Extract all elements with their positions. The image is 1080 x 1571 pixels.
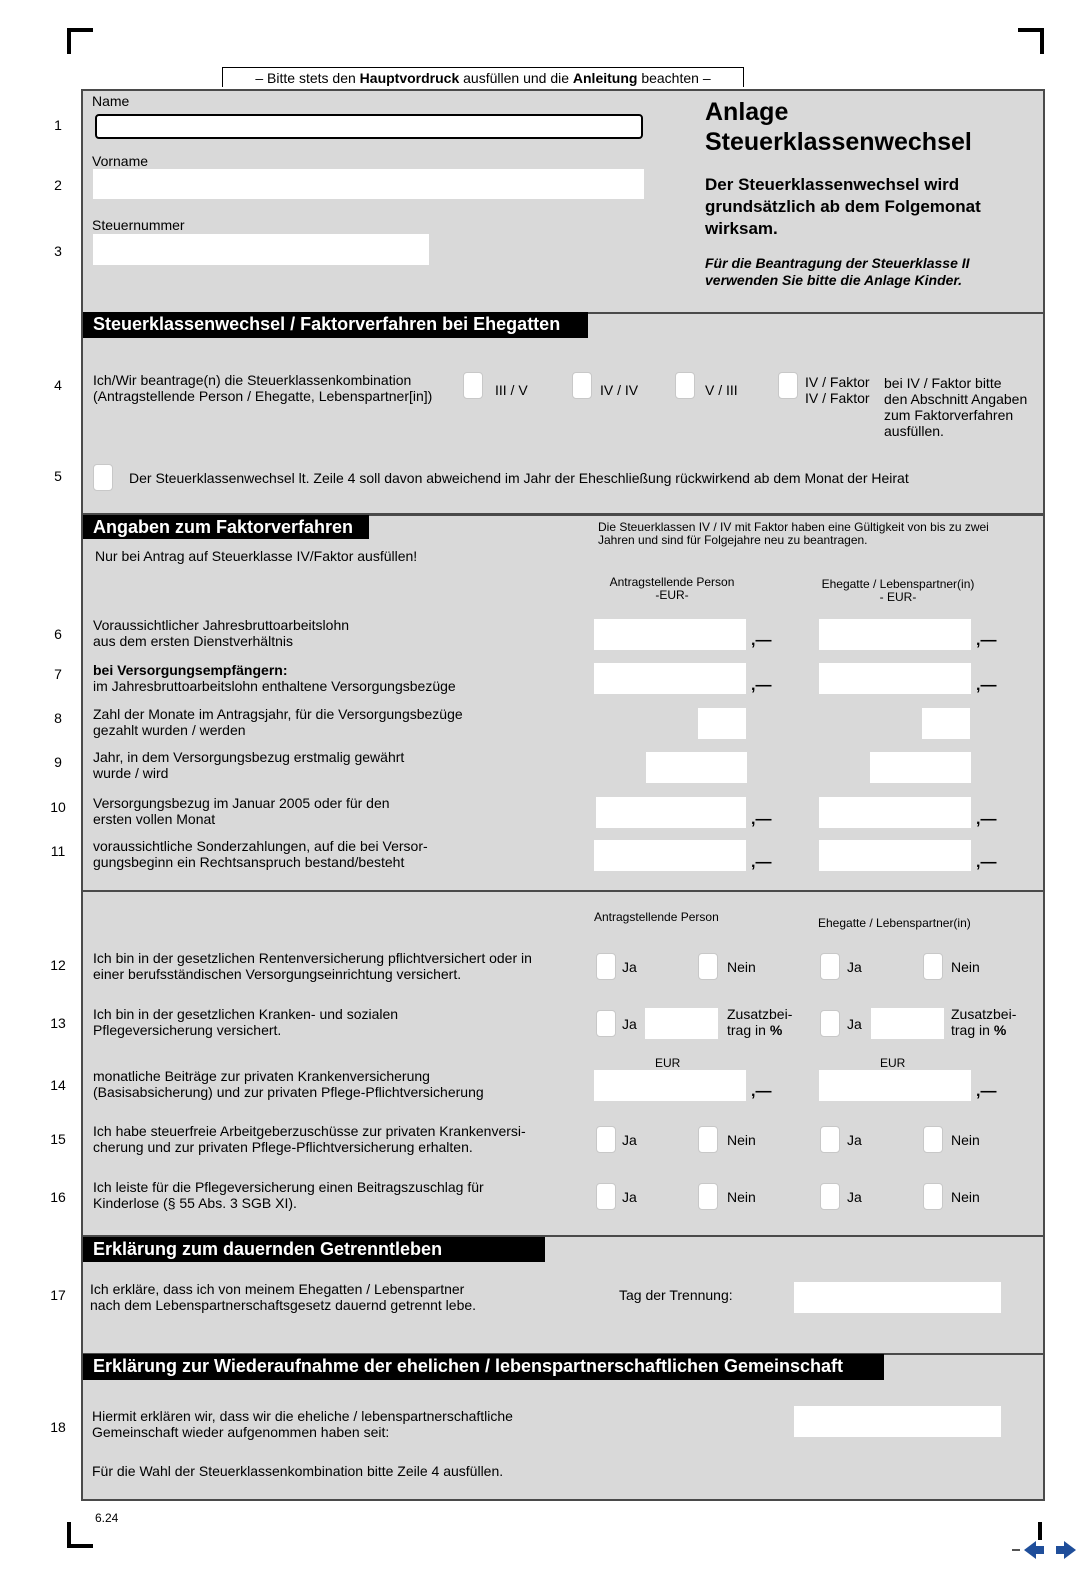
row10-text: Versorgungsbezug im Januar 2005 oder für den ersten vollen Monat xyxy=(93,795,390,827)
line-number-1: 1 xyxy=(54,117,62,133)
row14-applicant-input[interactable] xyxy=(594,1070,746,1101)
row15-applicant-yes-checkbox[interactable] xyxy=(596,1126,616,1153)
name-input[interactable] xyxy=(95,114,643,139)
form-title-line1: Anlage xyxy=(705,98,789,126)
row12-applicant-no-label: Nein xyxy=(727,959,756,975)
option-III-V-label: III / V xyxy=(495,382,528,398)
row7-text-bold: bei Versorgungsempfängern: xyxy=(93,662,288,678)
line-number-9: 9 xyxy=(54,754,62,770)
form-subtitle: Der Steuerklassenwechsel wird grundsätzlich ab dem Folgemonat wirksam. xyxy=(705,175,981,238)
reunion-footer-note: Für die Wahl der Steuerklassenkombination bitte Zeile 4 ausfüllen. xyxy=(92,1463,504,1479)
corner-mark-bottom-left xyxy=(67,1522,93,1548)
col1-header-eur: Antragstellende Person -EUR- xyxy=(609,575,735,602)
row14-applicant-eur: EUR xyxy=(655,1056,681,1070)
row16-applicant-yes-label: Ja xyxy=(622,1189,637,1205)
line-number-13: 13 xyxy=(50,1015,66,1031)
row7-spouse-suffix: ,— xyxy=(976,677,997,694)
row6-spouse-input[interactable] xyxy=(819,619,971,650)
notice-bar xyxy=(222,67,744,87)
name-label: Name xyxy=(92,93,130,109)
row12-spouse-no-checkbox[interactable] xyxy=(923,953,943,980)
row18-text: Hiermit erklären wir, dass wir die eheliche / lebenspartnerschaftliche Gemeinschaft wieder aufgenommen haben seit: xyxy=(92,1408,513,1440)
col2-header-eur: Ehegatte / Lebenspartner(in) - EUR- xyxy=(821,577,975,604)
row9-applicant-input[interactable] xyxy=(646,752,747,783)
line-number-5: 5 xyxy=(54,468,62,484)
retroactive-checkbox[interactable] xyxy=(93,464,113,491)
row11-applicant-suffix: ,— xyxy=(751,854,772,871)
line-number-10: 10 xyxy=(50,799,66,815)
option-V-III-label: V / III xyxy=(705,382,738,398)
notice-bold-anleitung: Anleitung xyxy=(572,70,638,86)
row12-spouse-yes-checkbox[interactable] xyxy=(820,953,840,980)
row10-spouse-input[interactable] xyxy=(819,797,971,828)
row15-applicant-no-checkbox[interactable] xyxy=(698,1126,718,1153)
row5-text: Der Steuerklassenwechsel lt. Zeile 4 soll davon abweichend im Jahr der Eheschließung rückwirkend ab dem Monat der Heirat xyxy=(129,470,909,486)
notice-bold-hauptvordruck: Hauptvordruck xyxy=(359,70,460,86)
faktor-panel xyxy=(81,514,1045,892)
row10-spouse-suffix: ,— xyxy=(976,811,997,828)
row15-applicant-no-label: Nein xyxy=(727,1132,756,1148)
row10-applicant-input[interactable] xyxy=(596,797,746,828)
row6-text: Voraussichtlicher Jahresbruttoarbeitslohn aus dem ersten Dienstverhältnis xyxy=(93,617,350,649)
row12-applicant-no-checkbox[interactable] xyxy=(698,953,718,980)
percent-sign: % xyxy=(769,1022,783,1038)
row16-spouse-yes-checkbox[interactable] xyxy=(820,1183,840,1210)
reunion-section-header: Erklärung zur Wiederaufnahme der ehelichen / lebenspartnerschaftlichen Gemeinschaft xyxy=(83,1354,884,1380)
row13-spouse-yes-label: Ja xyxy=(847,1016,862,1032)
row16-applicant-no-checkbox[interactable] xyxy=(698,1183,718,1210)
separation-date-input[interactable] xyxy=(794,1282,1001,1313)
notice-text: beachten – xyxy=(637,70,711,86)
row8-text: Zahl der Monate im Antragsjahr, für die Versorgungsbezüge gezahlt wurden / werden xyxy=(93,706,463,738)
navigation-arrows-icon[interactable] xyxy=(1010,1534,1078,1566)
option-III-V-checkbox[interactable] xyxy=(463,372,483,399)
row11-spouse-suffix: ,— xyxy=(976,854,997,871)
row13-applicant-zusatz-input[interactable] xyxy=(645,1008,718,1039)
option-IV-IV-label: IV / IV xyxy=(600,382,639,398)
form-title-line2: Steuerklassenwechsel xyxy=(705,128,972,156)
row16-spouse-no-label: Nein xyxy=(951,1189,980,1205)
row15-text: Ich habe steuerfreie Arbeitgeberzuschüsse zur privaten Krankenversi- cherung und zur privaten Pflege-Pflichtversicherung erhalten. xyxy=(93,1123,526,1155)
row7-text: im Jahresbruttoarbeitslohn enthaltene Versorgungsbezüge xyxy=(93,678,456,694)
row9-spouse-input[interactable] xyxy=(870,752,971,783)
row14-spouse-eur: EUR xyxy=(880,1056,906,1070)
zusatz-text: Zusatzbei- trag in xyxy=(951,1006,1017,1038)
line-number-2: 2 xyxy=(54,177,62,193)
option-V-III-checkbox[interactable] xyxy=(675,372,695,399)
faktor-subtitle: Nur bei Antrag auf Steuerklasse IV/Faktor ausfüllen! xyxy=(95,548,418,564)
row10-applicant-suffix: ,— xyxy=(751,811,772,828)
option-IV-faktor-label: IV / Faktor IV / Faktor xyxy=(805,374,870,406)
faktor-note: bei IV / Faktor bitte den Abschnitt Angaben zum Faktorverfahren ausfüllen. xyxy=(884,375,1028,439)
row15-spouse-yes-label: Ja xyxy=(847,1132,862,1148)
line-number-14: 14 xyxy=(50,1077,66,1093)
line-number-7: 7 xyxy=(54,666,62,682)
row17-text: Ich erkläre, dass ich von meinem Ehegatten / Lebenspartner nach dem Lebenspartnerschaftsgesetz dauernd getrennt lebe. xyxy=(90,1281,477,1313)
row13-spouse-zusatz-input[interactable] xyxy=(871,1008,944,1039)
row13-applicant-yes-label: Ja xyxy=(622,1016,637,1032)
row15-spouse-yes-checkbox[interactable] xyxy=(820,1126,840,1153)
percent-sign: % xyxy=(993,1022,1007,1038)
row6-applicant-input[interactable] xyxy=(594,619,746,650)
row16-text: Ich leiste für die Pflegeversicherung einen Beitragszuschlag für Kinderlose (§ 55 Abs. 3 SGB XI). xyxy=(93,1179,484,1211)
separation-date-label: Tag der Trennung: xyxy=(619,1287,733,1303)
row16-applicant-yes-checkbox[interactable] xyxy=(596,1183,616,1210)
zusatz-text: Zusatzbei- trag in xyxy=(727,1006,793,1038)
reunion-date-input[interactable] xyxy=(794,1406,1001,1437)
row7-applicant-suffix: ,— xyxy=(751,677,772,694)
col2-header: Ehegatte / Lebenspartner(in) xyxy=(818,916,971,930)
row11-applicant-input[interactable] xyxy=(594,840,746,871)
steuernummer-input[interactable] xyxy=(93,234,429,265)
form-version: 6.24 xyxy=(95,1511,119,1525)
row11-text: voraussichtliche Sonderzahlungen, auf die bei Versor- gungsbeginn ein Rechtsanspruch bestand/besteht xyxy=(93,838,428,870)
line-number-11: 11 xyxy=(50,843,66,859)
row6-spouse-suffix: ,— xyxy=(976,632,997,649)
row13-applicant-yes-checkbox[interactable] xyxy=(596,1010,616,1037)
line-number-6: 6 xyxy=(54,626,62,642)
row8-applicant-input[interactable] xyxy=(698,708,746,739)
form-hint: Für die Beantragung der Steuerklasse II verwenden Sie bitte die Anlage Kinder. xyxy=(705,255,970,288)
row13-spouse-yes-checkbox[interactable] xyxy=(820,1010,840,1037)
line-number-8: 8 xyxy=(54,710,62,726)
option-IV-faktor-checkbox[interactable] xyxy=(778,372,798,399)
line-number-12: 12 xyxy=(50,957,66,973)
corner-mark-top-left xyxy=(67,28,93,54)
row14-text: monatliche Beiträge zur privaten Krankenversicherung (Basisabsicherung) und zur privaten Pflege-Pflichtversicherung xyxy=(93,1068,484,1100)
line-number-17: 17 xyxy=(50,1287,66,1303)
row14-spouse-suffix: ,— xyxy=(976,1083,997,1100)
row12-spouse-yes-label: Ja xyxy=(847,959,862,975)
row13-text: Ich bin in der gesetzlichen Kranken- und sozialen Pflegeversicherung versichert. xyxy=(93,1006,399,1038)
validity-note: Die Steuerklassen IV / IV mit Faktor haben eine Gültigkeit von bis zu zwei Jahren und sind für Folgejahre neu zu beantragen. xyxy=(598,520,989,547)
row12-applicant-yes-label: Ja xyxy=(622,959,637,975)
row14-spouse-input[interactable] xyxy=(819,1070,971,1101)
tax-class-section-header: Steuerklassenwechsel / Faktorverfahren bei Ehegatten xyxy=(83,312,588,338)
line-number-4: 4 xyxy=(54,377,62,393)
row12-text: Ich bin in der gesetzlichen Rentenversicherung pflichtversichert oder in einer berufsständischen Versorgungseinrichtung versichert. xyxy=(93,950,532,982)
notice-text: – Bitte stets den xyxy=(255,70,360,86)
row16-applicant-no-label: Nein xyxy=(727,1189,756,1205)
line-number-3: 3 xyxy=(54,243,62,259)
row12-spouse-no-label: Nein xyxy=(951,959,980,975)
row11-spouse-input[interactable] xyxy=(819,840,971,871)
corner-mark-top-right xyxy=(1018,28,1044,54)
row7-applicant-input[interactable] xyxy=(594,663,746,694)
steuernummer-label: Steuernummer xyxy=(92,217,185,233)
col1-header: Antragstellende Person xyxy=(594,910,719,924)
row7-spouse-input[interactable] xyxy=(819,663,971,694)
row15-spouse-no-checkbox[interactable] xyxy=(923,1126,943,1153)
row8-spouse-input[interactable] xyxy=(922,708,970,739)
row6-applicant-suffix: ,— xyxy=(751,632,772,649)
line-number-15: 15 xyxy=(50,1131,66,1147)
row16-spouse-yes-label: Ja xyxy=(847,1189,862,1205)
row15-applicant-yes-label: Ja xyxy=(622,1132,637,1148)
line-number-18: 18 xyxy=(50,1419,66,1435)
row13-applicant-zusatz-label xyxy=(727,1006,792,1038)
line-number-16: 16 xyxy=(50,1189,66,1205)
row13-spouse-zusatz-label xyxy=(951,1006,1016,1038)
row14-applicant-suffix: ,— xyxy=(751,1083,772,1100)
vorname-label: Vorname xyxy=(92,153,149,169)
row16-spouse-no-checkbox[interactable] xyxy=(923,1183,943,1210)
row9-text: Jahr, in dem Versorgungsbezug erstmalig gewährt wurde / wird xyxy=(93,749,405,781)
row15-spouse-no-label: Nein xyxy=(951,1132,980,1148)
vorname-input[interactable] xyxy=(93,169,644,199)
form-title xyxy=(705,97,972,157)
row4-text: Ich/Wir beantrage(n) die Steuerklassenkombination (Antragstellende Person / Ehegatte, Lebenspartner[in]) xyxy=(93,372,433,404)
faktor-section-header: Angaben zum Faktorverfahren xyxy=(83,515,369,539)
separation-section-header: Erklärung zum dauernden Getrenntleben xyxy=(83,1237,545,1262)
row12-applicant-yes-checkbox[interactable] xyxy=(596,953,616,980)
notice-text: ausfüllen und die xyxy=(459,70,573,86)
option-IV-IV-checkbox[interactable] xyxy=(572,372,592,399)
